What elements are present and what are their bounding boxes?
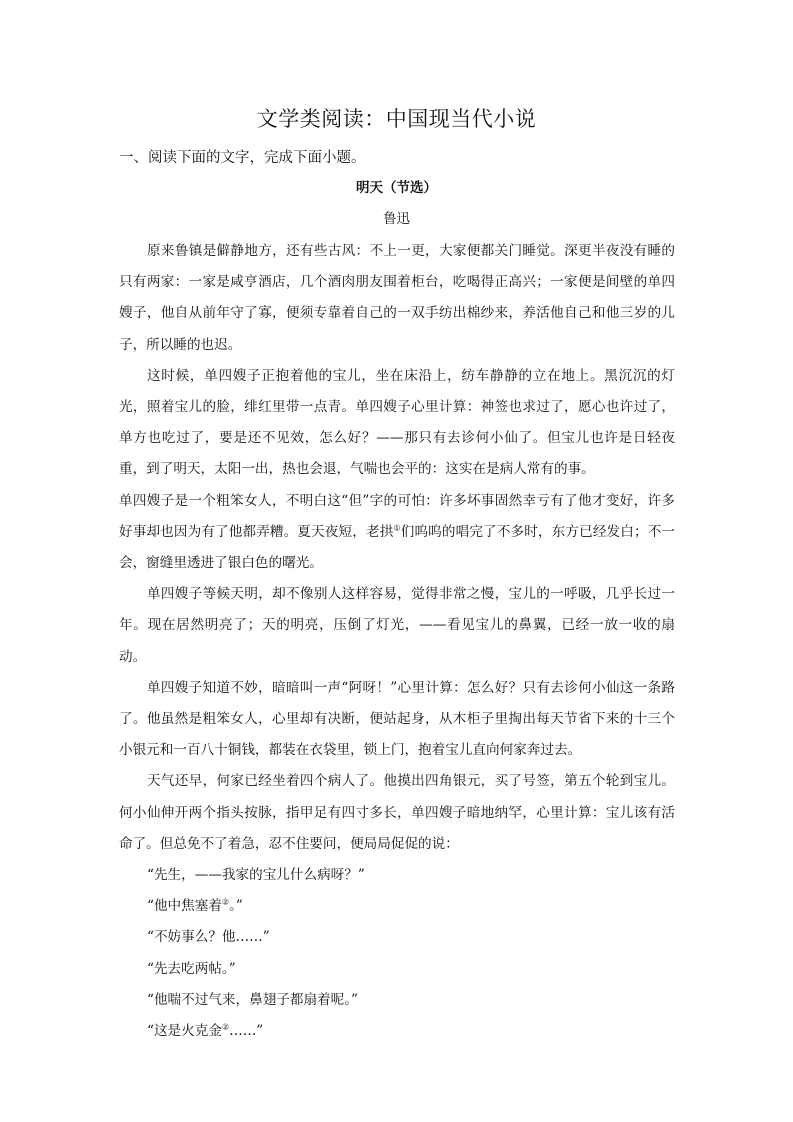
dialogue-line-6-part-1: “这是火克金 bbox=[147, 1023, 222, 1040]
dialogue-line-6-part-2: ……” bbox=[229, 1023, 264, 1040]
paragraph-5: 单四嫂子知道不妙，暗暗叫一声“阿呀！”心里计算：怎么好？只有去诊何小仙这一条路了。他虽然是粗笨女人，心里却有决断，便站起身，从木柜子里掏出每天节省下来的十三个小银元和一百八十铜钱，都装在衣袋里，锁上门，抱着宝儿直向何家奔过去。 bbox=[119, 679, 675, 759]
story-title: 明天（节选） bbox=[356, 180, 437, 196]
dialogue-line-1: “先生，——我家的宝儿什么病呀？” bbox=[147, 867, 365, 884]
paragraph-3-part-1: 单四嫂子是一个粗笨女人，不明白这“但”字的可怕：许多坏事固然幸亏有了他才变好，许多好事却也因为有了他都弄糟。夏天夜短，老拱 bbox=[119, 492, 675, 540]
paragraph-2: 这时候，单四嫂子正抱着他的宝儿，坐在床沿上，纺车静静的立在地上。黑沉沉的灯光，照着宝儿的脸，绯红里带一点青。单四嫂子心里计算：神签也求过了，愿心也许过了，单方也吃过了，要是还不见效，怎么好？——那只有去诊何小仙了。但宝儿也许是日轻夜重，到了明天，太阳一出，热也会退，气喘也会平的：这实在是病人常有的事。 bbox=[119, 367, 675, 478]
dialogue-line-4: “先去吃两帖。” bbox=[147, 960, 236, 977]
paragraph-3-part-2: 们呜呜的唱完了不多时，东方已经发白；不一会，窗缝里透进了银白色的曙光。 bbox=[119, 523, 676, 572]
dialogue-line-2-part-2: 。” bbox=[229, 898, 243, 915]
paragraph-4: 单四嫂子等候天明，却不像别人这样容易，觉得非常之慢，宝儿的一呼吸，几乎长过一年。现在居然明亮了；天的明亮，压倒了灯光，——看见宝儿的鼻翼，已经一放一收的扇动。 bbox=[119, 586, 675, 665]
paragraph-3 bbox=[119, 486, 675, 580]
page-title: 文学类阅读：中国现当代小说 bbox=[256, 107, 537, 131]
footnote-marker-2: ② bbox=[221, 897, 230, 907]
dialogue-line-2 bbox=[119, 891, 675, 922]
dialogue-line-5: “他喘不过气来，鼻翅子都扇着呢。” bbox=[147, 991, 359, 1008]
dialogue-line-3: “不妨事么？他……” bbox=[147, 929, 270, 946]
footnote-marker-3: ② bbox=[221, 1022, 230, 1032]
dialogue-line-2-part-1: “他中焦塞着 bbox=[147, 898, 222, 915]
section-instruction: 一、阅读下面的文字，完成下面小题。 bbox=[119, 150, 366, 166]
dialogue-line-6 bbox=[119, 1016, 675, 1047]
paragraph-1: 原来鲁镇是僻静地方，还有些古风：不上一更，大家便都关门睡觉。深更半夜没有睡的只有两家：一家是咸亨酒店，几个酒肉朋友围着柜台，吃喝得正高兴；一家便是间壁的单四嫂子，他自从前年守了寡，便须专靠着自己的一双手纺出棉纱来，养活他自己和他三岁的儿子，所以睡的也迟。 bbox=[119, 243, 675, 353]
footnote-marker-1: ① bbox=[393, 523, 401, 533]
paragraph-6: 天气还早，何家已经坐着四个病人了。他摸出四角银元，买了号签，第五个轮到宝儿。何小仙伸开两个指头按脉，指甲足有四寸多长，单四嫂子暗地纳罕，心里计算：宝儿该有活命了。但总免不了着急，忍不住要问，便局局促促的说： bbox=[119, 773, 675, 852]
story-author: 鲁迅 bbox=[383, 211, 410, 227]
story-body bbox=[119, 236, 675, 1047]
